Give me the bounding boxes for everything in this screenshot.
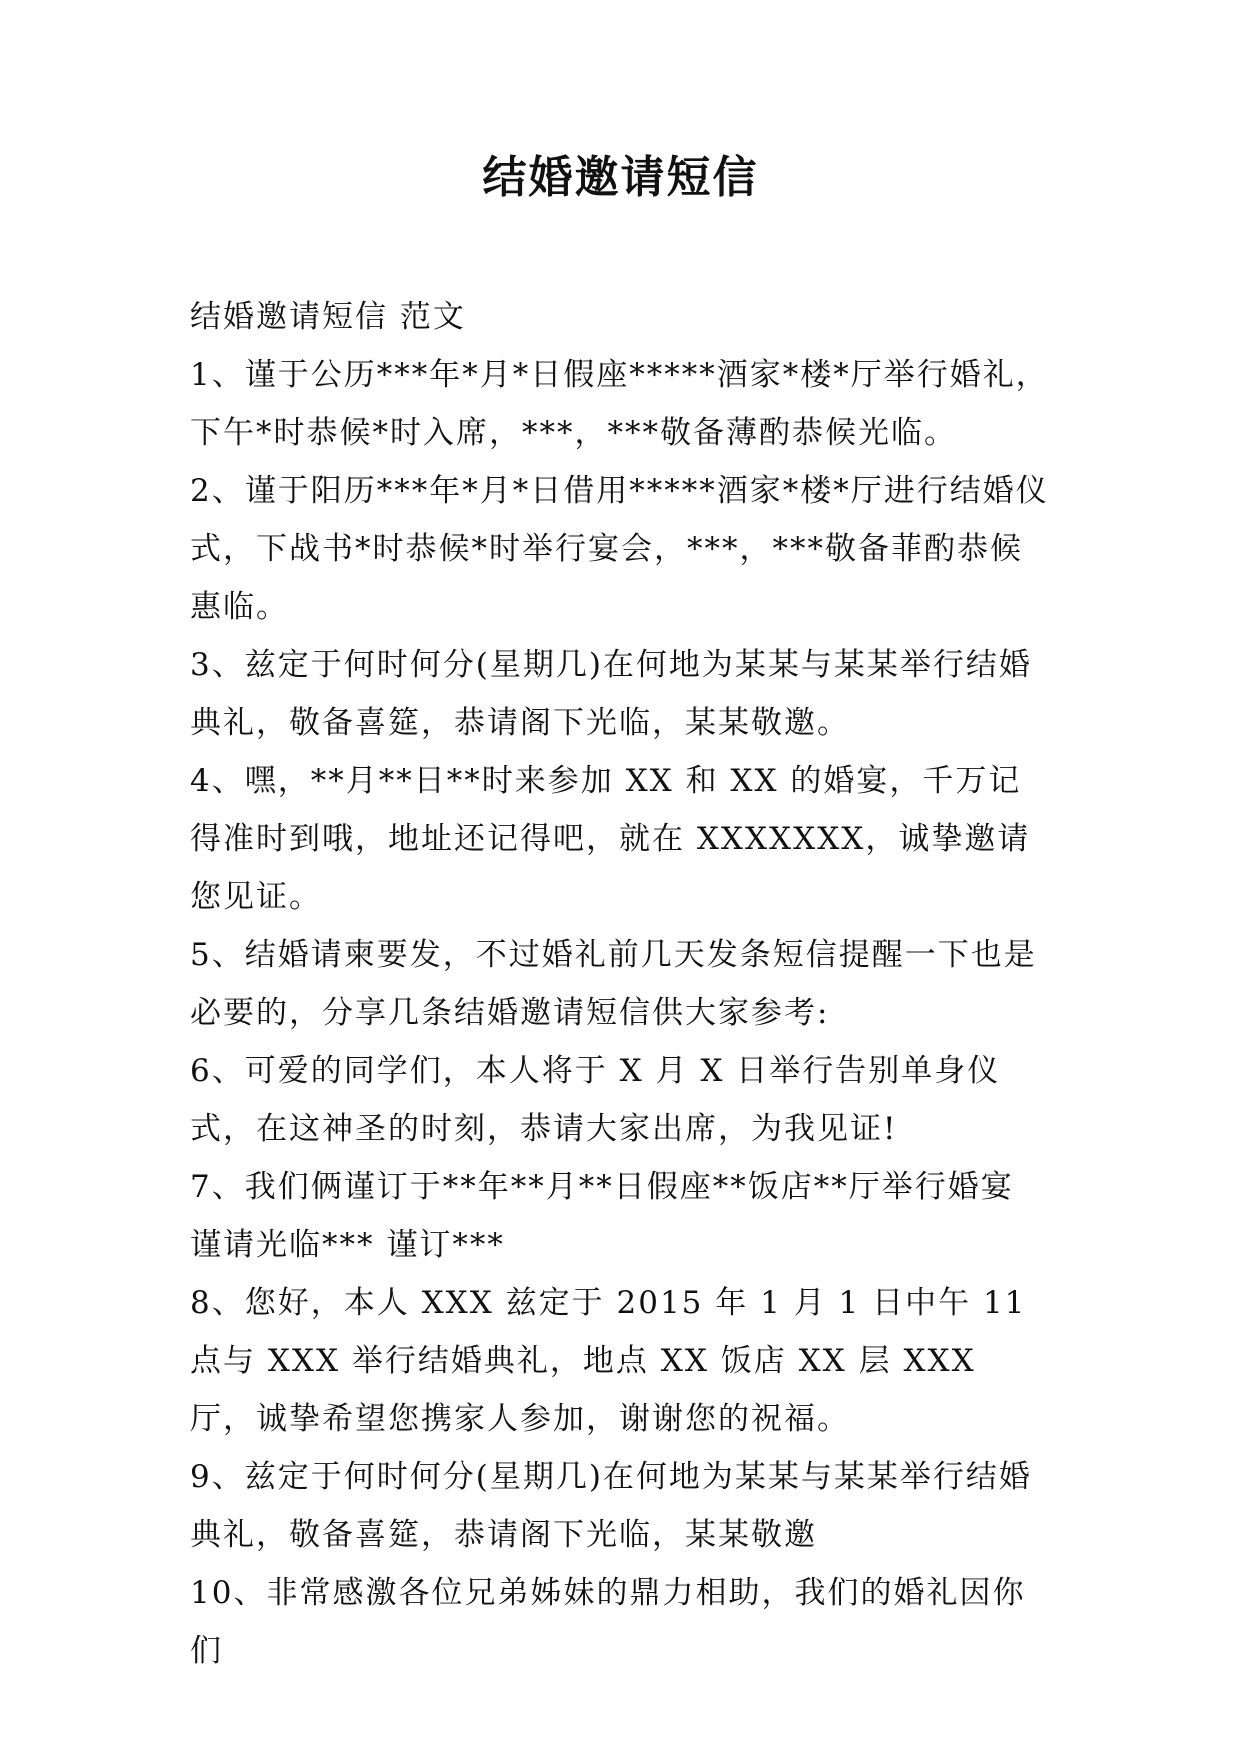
- document-title: 结婚邀请短信: [482, 152, 759, 203]
- paragraph-item-2: 2、谨于阳历***年*月*日借用*****酒家*楼*厅进行结婚仪式，下战书*时恭候*时举行宴会，***，***敬备菲酌恭候惠临。: [190, 473, 1049, 625]
- paragraph-item-9: 9、兹定于何时何分(星期几)在何地为某某与某某举行结婚典礼，敬备喜筵，恭请阁下光临，某某敬邀: [190, 1459, 1032, 1553]
- paragraph-item-5: 5、结婚请柬要发，不过婚礼前几天发条短信提醒一下也是必要的，分享几条结婚邀请短信供大家参考:: [190, 937, 1037, 1031]
- paragraph-item-10: 10、非常感激各位兄弟姊妹的鼎力相助，我们的婚礼因你们: [190, 1575, 1026, 1669]
- paragraph-item-3: 3、兹定于何时何分(星期几)在何地为某某与某某举行结婚典礼，敬备喜筵，恭请阁下光临，某某敬邀。: [190, 647, 1032, 741]
- paragraph-item-7: 7、我们俩谨订于**年**月**日假座**饭店**厅举行婚宴 谨请光临*** 谨订***: [190, 1169, 1014, 1263]
- paragraph-item-6: 6、可爱的同学们，本人将于 X 月 X 日举行告别单身仪式，在这神圣的时刻，恭请大家出席，为我见证!: [190, 1053, 1001, 1147]
- paragraph-item-1: 1、谨于公历***年*月*日假座*****酒家*楼*厅举行婚礼，下午*时恭候*时入席，***，***敬备薄酌恭候光临。: [190, 357, 1049, 451]
- paragraph-subtitle: 结婚邀请短信 范文: [190, 299, 466, 335]
- paragraph-item-8: 8、您好，本人 XXX 兹定于 2015 年 1 月 1 日中午 11 点与 XXX 举行结婚典礼，地点 XX 饭店 XX 层 XXX 厅，诚挚希望您携家人参加，谢谢您的祝福。: [190, 1285, 1027, 1437]
- document-body: [190, 288, 1050, 1680]
- paragraph-item-4: 4、嘿，**月**日**时来参加 XX 和 XX 的婚宴，千万记得准时到哦，地址还记得吧，就在 XXXXXXX，诚挚邀请您见证。: [190, 763, 1031, 915]
